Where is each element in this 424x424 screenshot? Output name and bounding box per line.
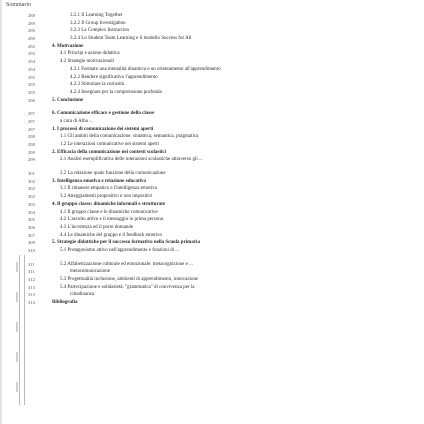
toc-entry-title: 3.2.3 La Complex Instruction — [70, 28, 130, 34]
toc-entry-title: 5. Strategie didattiche per il successo formativo nella Scuola primaria — [52, 240, 200, 246]
toc-page-number: 298 — [28, 142, 35, 147]
toc-entry — [0, 193, 424, 201]
toc-entry-title: 3.2 Atteggiamenti propositivi e non impositivi — [60, 194, 153, 200]
toc-entry — [0, 232, 424, 240]
section-label: Sommario — [6, 2, 31, 8]
toc-entry-title: 4. Il gruppo classe: dinamiche informali e strutturate — [52, 201, 166, 207]
toc-entry-title: 4. Motivazione — [52, 43, 84, 49]
toc-entry — [0, 299, 424, 307]
toc-entry — [0, 156, 424, 164]
toc-entry-title: 4.2.2 Rendere significativo l'apprendimento — [70, 74, 158, 80]
toc-entry-title: 4.3 L'incertezza ed il porre domande — [60, 224, 134, 230]
toc-page-number: 297 — [28, 118, 35, 124]
toc-entry — [0, 149, 424, 157]
toc-page-number: 296 — [28, 97, 35, 103]
toc-entry — [0, 20, 424, 28]
toc-entry-title: 4.2 Strategie motivazionali — [60, 59, 115, 65]
toc-entry-title: 2.1 Analisi esemplificativa delle interazioni scolastiche attraverso gli ... — [60, 157, 203, 163]
toc-entry-title: 5.4 Partecipazione e solidarietà: "grammatica" di convivenza per la — [60, 284, 195, 290]
toc-entry — [0, 89, 424, 97]
toc-entry — [0, 118, 424, 126]
toc-entry-title: 2. Efficacia della comunicazione nei contesti scolastici — [52, 149, 167, 155]
toc-entry-title: 3.2.4 Lo Student Team Learning e il modello Success for All — [70, 36, 192, 42]
binding-hole — [16, 262, 18, 272]
toc-entry-title: 4.1 Il gruppo classe e le dinamiche comunicative — [60, 209, 158, 215]
toc-page-number: 297 — [28, 111, 35, 117]
toc-entry — [0, 133, 424, 141]
toc-page-number: 293 — [28, 51, 35, 57]
toc-entry-title: 1.1 Gli ambiti della comunicazione: sintattica, semantica, pragmatica — [60, 134, 199, 140]
toc-entry — [0, 12, 424, 20]
toc-page-number: 292 — [28, 43, 35, 49]
toc-entry — [0, 247, 424, 255]
toc-entry — [0, 239, 424, 247]
toc-entry — [0, 81, 424, 89]
toc-entry-title: 6. Comunicazione efficace e gestione della classe — [52, 111, 155, 117]
toc-entry — [0, 43, 424, 51]
toc-page-number: 307 — [28, 232, 35, 238]
toc-page-number: 299 — [28, 149, 35, 155]
toc-entry-title: Bibliografia — [52, 300, 78, 306]
toc-entry — [0, 178, 424, 186]
toc-entry — [0, 224, 424, 232]
toc-entry-title: 4.2.4 Insegnare per la comprensione profonda — [70, 89, 162, 95]
toc-entry-title: 3.2.1 Il Learning Together — [70, 13, 123, 18]
toc-entry-title: 5. Conclusione — [52, 97, 84, 103]
toc-entry-title: 5.2 Alfabetizzazione culturale ed emozionale: metacognizione e ... — [60, 261, 193, 267]
toc-page-number: 294 — [28, 59, 35, 65]
toc-page-number: 290 — [28, 28, 35, 34]
toc-page-number: 295 — [28, 82, 35, 88]
toc-entry-title: 1.2 Le interazioni comunicative nei sistemi aperti — [60, 142, 159, 147]
toc-entry-title: 3.1 Il rimanere empatico e l'intelligenza emotiva — [60, 186, 157, 192]
binding-strip — [19, 255, 25, 405]
toc-entry-title: cittadinanza — [70, 292, 95, 298]
toc-entry-title: metacomunicazione — [70, 269, 110, 275]
toc-page-number: 294 — [28, 66, 35, 72]
toc-page-number: 288 — [28, 13, 35, 18]
toc-page-number: 289 — [28, 20, 35, 26]
toc-page-number: 297 — [28, 126, 35, 132]
toc-page-number: 303 — [28, 201, 35, 207]
toc-entry-title: a cura di Alba ... — [60, 118, 93, 124]
toc-page-number: 311 — [28, 261, 35, 267]
toc-entry — [0, 97, 424, 105]
toc-entry — [0, 276, 424, 284]
toc-entry-title: 1. I processi di comunicazione dei sistemi aperti — [52, 126, 154, 132]
toc-page-number: 302 — [28, 178, 35, 184]
toc-page-number: 312 — [28, 277, 35, 282]
toc-entry — [0, 216, 424, 224]
toc-page-number: 295 — [28, 89, 35, 95]
toc-entry — [0, 58, 424, 66]
toc-entry-title: 2.2 La relazione quale funzione della comunicazione — [60, 171, 166, 177]
toc-page-number: 302 — [28, 186, 35, 192]
toc-entry — [0, 74, 424, 82]
toc-entry-title: 4.2.1 Formare una mentalità dinamica e un orientamento all'apprendimento — [70, 66, 221, 72]
binding-hole — [16, 322, 18, 332]
toc-entry-title: 4.1 Principi e azione didattica — [60, 51, 120, 57]
toc-entry — [0, 201, 424, 209]
toc-page-number: 302 — [28, 194, 35, 200]
toc-page-number: 298 — [28, 134, 35, 140]
toc-entry — [0, 66, 424, 74]
toc-page-number: 295 — [28, 74, 35, 80]
toc-page-number: 311 — [28, 269, 35, 275]
toc-page-number: 313 — [28, 292, 35, 298]
toc-page-number: 304 — [28, 209, 35, 215]
toc-page-number: 313 — [28, 284, 35, 290]
toc-page-number: 306 — [28, 224, 35, 230]
toc-entry — [0, 35, 424, 43]
toc-entry — [0, 27, 424, 35]
toc-entry-title: 4.2.3 Stimolare la curiosità — [70, 82, 125, 88]
toc-entry — [0, 50, 424, 58]
binding-hole — [16, 382, 18, 392]
toc-entry — [0, 291, 424, 299]
toc-entry — [0, 170, 424, 178]
binding-hole — [16, 292, 18, 302]
binding-hole — [16, 352, 18, 362]
toc-entry-title: 4.4 Le dinamiche del gruppo e il feedback emotivo — [60, 232, 163, 238]
toc-entry — [0, 268, 424, 276]
toc-entry — [0, 284, 424, 292]
toc-entry-title: 5.1 Protagonismo attivo nell'apprendimento e funzioni di ... — [60, 247, 180, 253]
toc-page-number: 301 — [28, 171, 35, 177]
toc-entry — [0, 209, 424, 217]
toc-entry — [0, 126, 424, 134]
toc-page-number: 305 — [28, 217, 35, 223]
toc-entry — [0, 185, 424, 193]
toc-entry — [0, 261, 424, 269]
toc-entry-title: 4.2 L'ascolto attivo e il messaggio in prima persona — [60, 217, 163, 223]
toc-page-number: 310 — [28, 247, 35, 253]
toc-entry-title: 3.2.2 Il Group Investigation — [70, 20, 126, 26]
toc-page-number: 290 — [28, 36, 35, 42]
toc-entry — [0, 141, 424, 149]
toc-page-number: 299 — [28, 157, 35, 163]
toc-entry-title: 5.3 Progettualità inclusione, ambienti di apprendimento, innovazione — [60, 277, 199, 282]
toc-entry — [0, 110, 424, 118]
toc-page-number: 309 — [28, 240, 35, 246]
toc-page-number: 314 — [28, 300, 35, 306]
toc-entry-title: 3. Intelligenza emotiva e relazione educativa — [52, 178, 147, 184]
table-of-contents — [0, 12, 424, 307]
